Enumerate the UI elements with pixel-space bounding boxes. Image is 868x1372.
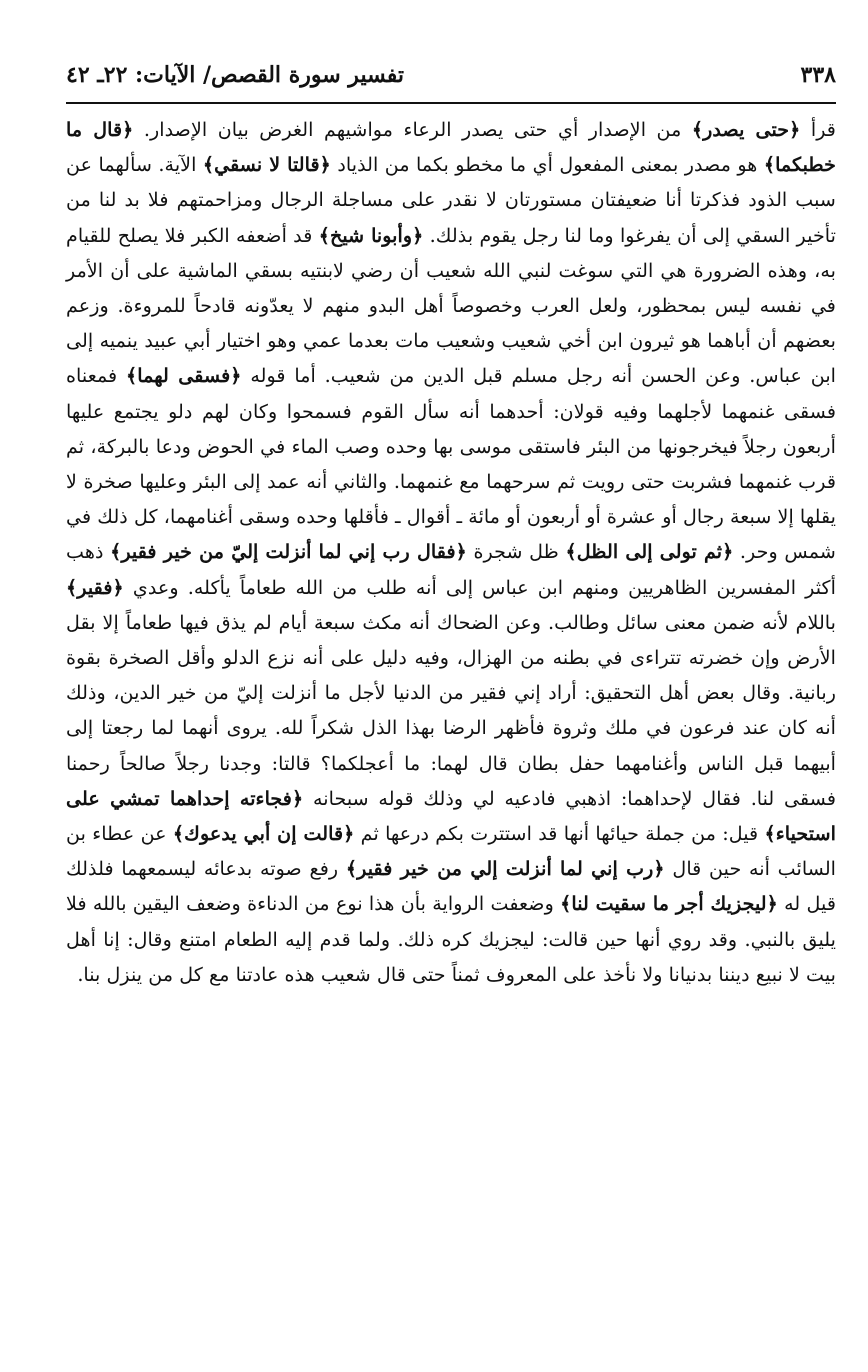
quran-quote: ﴿ثم تولى إلى الظل﴾: [565, 540, 734, 564]
quran-quote: ﴿وأبونا شيخ﴾: [318, 223, 424, 247]
text-run: قرأ: [800, 118, 836, 141]
paragraph: [66, 112, 836, 992]
quran-quote: ﴿فجاءته إحداهما تمشي على استحياء﴾: [66, 786, 837, 846]
text-run: ظل شجرة: [466, 540, 566, 564]
text-run: قيل: من جملة حيائها أنها قد استترت بكم درعها ثم: [354, 822, 765, 846]
text-run: وضعفت الرواية بأن هذا نوع من الدناءة وضعف اليقين بالله فلا يليق بالنبي. وقد روي أنها حين قالت: ليجزيك كره ذلك. ولما قدم إليه الطعام امتنع وقال: إنا أهل بيت لا نبيع ديننا بدنيانا ولا نأخذ على المعروف ثمناً حتى قال شعيب هذه عادتنا مع كل من ينزل بنا.: [66, 892, 836, 986]
text-run: عن عطاء بن السائب أنه حين قال: [66, 822, 837, 881]
quran-quote: ﴿قالت إن أبي يدعوك﴾: [172, 822, 355, 846]
text-run: باللام لأنه ضمن معنى سائل وطالب. وعن الضحاك أنه مكث سبعة أيام لم يذق فيها طعاماً إلا بقل الأرض وإن خضرته تتراءى في بطنه من الهزال، وفيه دليل على أنه نزع الدلو وأقل الصخرة بقوة ربانية. وقال بعض أهل التحقيق: أراد إني فقير من الدنيا لأجل ما أنزلت إليّ من خير الدين، وذلك أنه كان عند فرعون في ملك وثروة فأظهر الرضا بهذا الذل شكراً لله. يروى أنهما لما رجعتا إلى أبيهما قبل الناس وأغنامهما حفل بطان قال لهما: ما أعجلكما؟ قالتا: وجدنا رجلاً صالحاً رحمنا فسقى لنا. فقال لإحداهما: اذهبي فادعيه لي وذلك قوله سبحانه: [66, 610, 836, 810]
text-run: فمعناه فسقى غنمهما لأجلهما وفيه قولان: أحدهما أنه سأل القوم فسمحوا وكان لهم دلو يجتمع عليها أربعون رجلاً فيخرجونها من البئر فاستقى موسى بها وحده وصب الماء في الحوض ودعا بالبركة، ثم قرب غنمهما فشربت حتى رويت ثم سرحهما مع غنمهما. والثاني أنه عمد إلى البئر وعليها صخرة لا يقلها إلا سبعة رجال أو عشرة أو أربعون أو مائة ـ أقوال ـ فأقلها وحده وسقى أغنامهما، كل ذلك في شمس وحر.: [66, 364, 836, 564]
quran-quote: ﴿رب إني لما أنزلت إلي من خير فقير﴾: [345, 857, 665, 881]
header-rule: [66, 102, 836, 104]
quran-quote: ﴿حتى يصدر﴾: [691, 118, 801, 141]
text-run: من الإصدار أي حتى يصدر الرعاء مواشيهم الغرض بيان الإصدار.: [133, 118, 692, 141]
quran-quote: ﴿فقير﴾: [66, 575, 124, 599]
quran-quote: ﴿ليجزيك أجر ما سقيت لنا﴾: [560, 892, 778, 916]
page-number: ٣٣٨: [800, 62, 836, 88]
text-run: قد أضعفه الكبر فلا يصلح للقيام به، وهذه الضرورة هي التي سوغت لنبي الله شعيب أن رضي لابنتيه بسقي الماشية على أن الأمر في نفسه ليس بمحظور، ولعل العرب وخصوصاً أهل البدو منهم لا يعدّونه قادحاً للمروءة. وزعم بعضهم أن أباهما هو ثيرون ابن أخي شعيب وشعيب مات بعدما عمي وهو اختيار أبي عبيد ينميه إلى ابن عباس. وعن الحسن أنه رجل مسلم قبل الدين من شعيب. أما قوله: [66, 223, 836, 388]
running-title: تفسير سورة القصص/ الآيات: ٢٢ـ ٤٢: [66, 62, 404, 88]
text-run: ذهب أكثر المفسرين الظاهريين ومنهم ابن عباس إلى أنه طلب من الله طعاماً يأكله. وعدي: [66, 540, 836, 599]
page-header: [66, 58, 836, 98]
text-run: رفع صوته بدعائه ليسمعهما فلذلك قيل له: [66, 857, 837, 916]
quran-quote: ﴿قالتا لا نسقي﴾: [202, 153, 331, 177]
text-run: الآية. سألهما عن سبب الذود فذكرتا أنا ضعيفتان مستورتان لا نقدر على مساجلة الرجال ومزاحمتهم فلا بد لنا من تأخير السقي إلى أن يفرغوا وما لنا رجل يقوم بذلك.: [66, 153, 836, 247]
body-text: [66, 112, 836, 992]
text-run: هو مصدر بمعنى المفعول أي ما مخطو بكما من الذياد: [330, 153, 764, 177]
quran-quote: ﴿فسقى لهما﴾: [126, 364, 242, 388]
quran-quote: ﴿فقال رب إني لما أنزلت إليّ من خير فقير﴾: [110, 540, 467, 564]
quran-quote: ﴿قال ما خطبكما﴾: [66, 118, 836, 177]
